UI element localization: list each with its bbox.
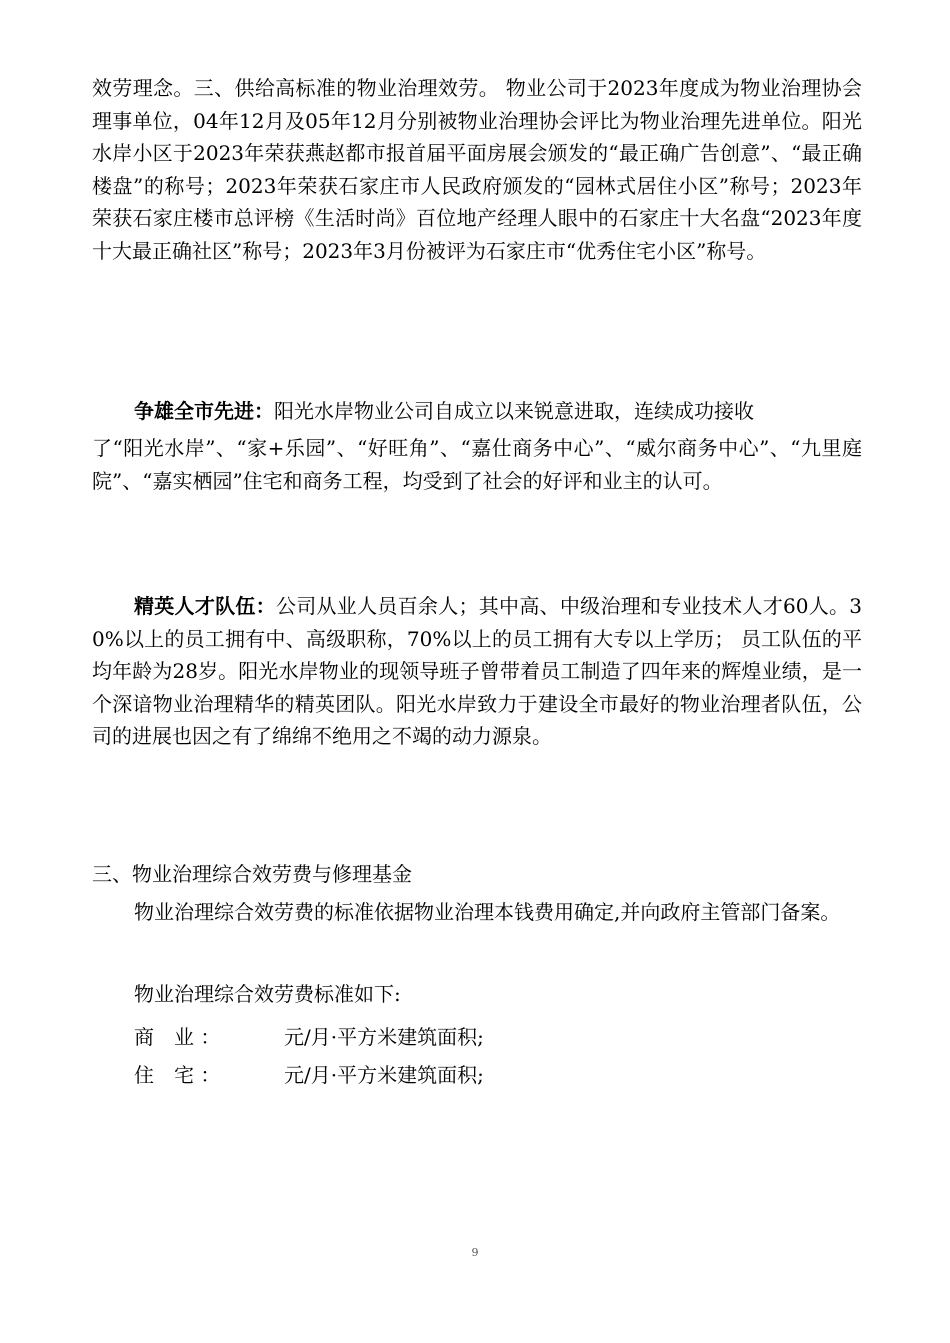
fee-value-residential: 元/月·平方米建筑面积; [284, 1063, 484, 1087]
city-leader-first-line: 阳光水岸物业公司自成立以来锐意进取，连续成功接收 [274, 399, 754, 423]
fee-value-commercial: 元/月·平方米建筑面积; [284, 1025, 484, 1049]
fee-row-commercial [134, 1021, 484, 1054]
page-number: 9 [471, 1246, 479, 1259]
paragraph-fee-standard: 物业治理综合效劳费标准如下: [134, 982, 401, 1006]
paragraph-city-leader-rest: 了“阳光水岸”、“家+乐园”、“好旺角”、“嘉仕商务中心”、“威尔商务中心”、“九里庭院”、“嘉实栖园”住宅和商务工程，均受到了社会的好评和业主的认可。 [92, 436, 862, 493]
elite-team-body: 公司从业人员百余人；其中高、中级治理和专业技术人才60人。30%以上的员工拥有中、高级职称，70%以上的员工拥有大专以上学历； 员工队伍的平均年龄为28岁。阳光水岸物业的现领导班子曾带着员工制造了四年来的辉煌业绩，是一个深谙物业治理精华的精英团队。阳光水岸致力于建设全市最好的物业治理者队伍，公司的进展也因之有了绵绵不绝用之不竭的动力源泉。 [92, 594, 862, 748]
paragraph-awards: 效劳理念。三、供给高标准的物业治理效劳。 物业公司于2023年度成为物业治理协会理事单位，04年12月及05年12月分别被物业治理协会评比为物业治理先进单位。阳光水岸小区于2023年荣获燕赵都市报首届平面房展会颁发的“最正确广告创意”、“最正确楼盘”的称号；2023年荣获石家庄市人民政府颁发的“园林式居住小区”称号；2023年荣获石家庄楼市总评榜《生活时尚》百位地产经理人眼中的石家庄十大名盘“2023年度十大最正确社区”称号；2023年3月份被评为石家庄市“优秀住宅小区”称号。 [92, 76, 862, 263]
fee-row-residential [134, 1059, 484, 1092]
paragraph-city-leader [92, 395, 872, 428]
fee-label-residential: 住 宅 ： [134, 1063, 221, 1087]
paragraph-elite-team [92, 590, 862, 753]
section-heading-fees: 三、物业治理综合效劳费与修理基金 [92, 862, 412, 886]
heading-city-leader: 争雄全市先进： [134, 399, 274, 423]
heading-elite-team: 精英人才队伍： [134, 594, 276, 618]
paragraph-fee-basis: 物业治理综合效劳费的标准依据物业治理本钱费用确定,并向政府主管部门备案。 [134, 900, 841, 924]
fee-label-commercial: 商 业 ： [134, 1025, 221, 1049]
